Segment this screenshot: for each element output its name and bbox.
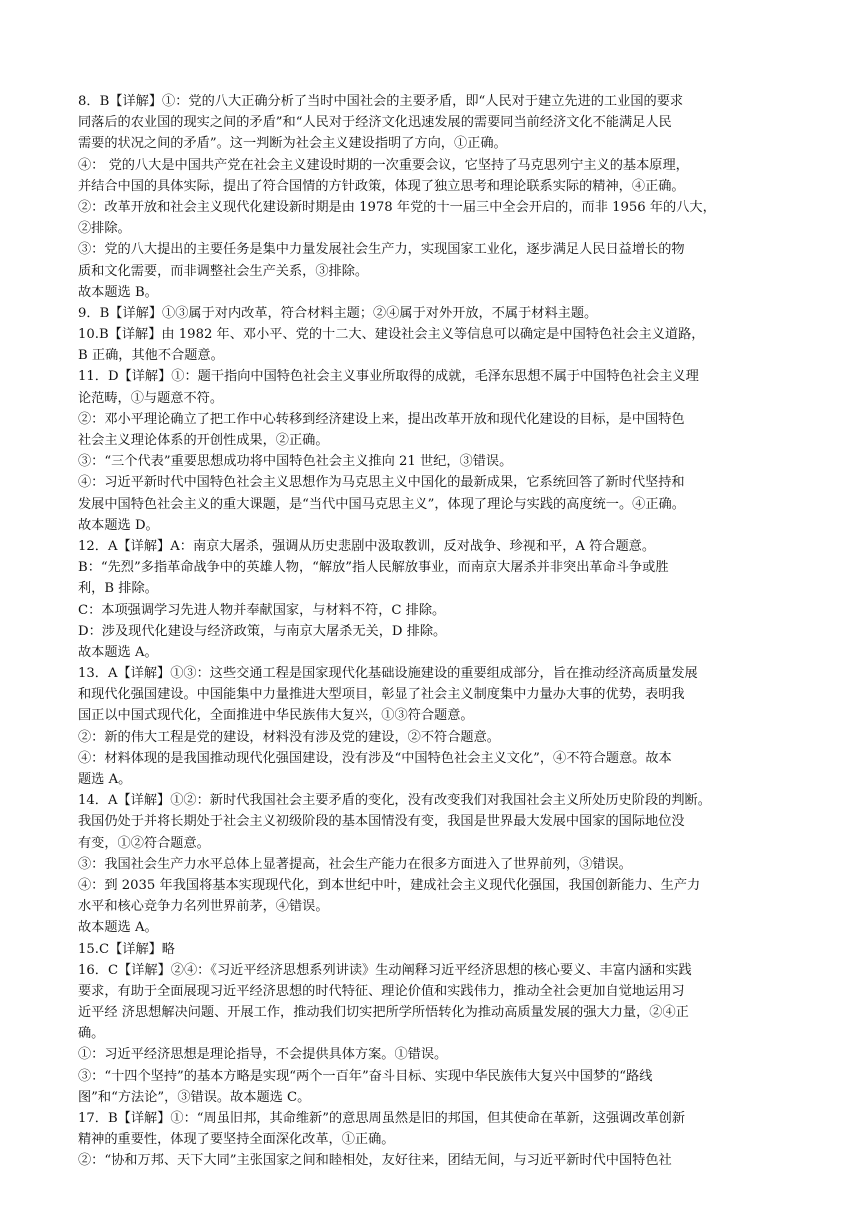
text-line: ④：习近平新时代中国特色社会主义思想作为马克思主义中国化的最新成果，它系统回答了新时代坚持和 — [78, 475, 685, 491]
text-line: 8．B【详解】①：党的八大正确分析了当时中国社会的主要矛盾，即“人民对于建立先进的工业国的要求 — [78, 94, 684, 109]
text-line: 故本题选 A。 — [78, 644, 158, 660]
text-line: 故本题选 A。 — [78, 920, 158, 936]
text-line: ②：“协和万邦、天下大同”主张国家之间和睦相处，友好往来，团结无间，与习近平新时代中国特色社 — [78, 1153, 672, 1169]
text-line: 11．D【详解】①：题干指向中国特色社会主义事业所取得的成就，毛泽东思想不属于中国特色社会主义理 — [78, 369, 699, 385]
text-line: 14．A【详解】①②：新时代我国社会主要矛盾的变化，没有改变我们对我国社会主义所处历史阶段的判断。 — [78, 793, 711, 809]
text-line: 17．B【详解】①：“周虽旧邦，其命维新”的意思周虽然是旧的邦国，但其使命在革新，这强调改革创新 — [78, 1111, 686, 1126]
text-line: ③：“三个代表”重要思想成功将中国特色社会主义推向 21 世纪，③错误。 — [78, 454, 513, 470]
text-line: 质和文化需要，而非调整社会生产关系，③排除。 — [78, 263, 369, 279]
text-line: 需要的状况之间的矛盾”。这一判断为社会主义建设指明了方向，①正确。 — [78, 136, 507, 152]
text-line: 题选 A。 — [78, 772, 132, 787]
text-line: 同落后的农业国的现实之间的矛盾”和“人民对于经济文化迅速发展的需要同当前经济文化不能满足人民 — [78, 115, 672, 131]
text-line: 9．B【详解】①③属于对内改革，符合材料主题；②④属于对外开放，不属于材料主题。 — [78, 305, 598, 321]
text-line: 12．A【详解】A：南京大屠杀，强调从历史悲剧中汲取教训，反对战争、珍视和平，A 符合题意。 — [78, 538, 656, 554]
text-line: 16．C【详解】②④：《习近平经济思想系列讲读》生动阐释习近平经济思想的核心要义、丰富内涵和实践 — [78, 962, 692, 978]
text-line: ①：习近平经济思想是理论指导，不会提供具体方案。①错误。 — [78, 1047, 448, 1063]
text-line: 有变，①②符合题意。 — [78, 835, 210, 851]
text-line: ②：改革开放和社会主义现代化建设新时期是由 1978 年党的十一届三中全会开启的，而非 1956 年的八大， — [78, 199, 716, 215]
text-line: 15.C【详解】略 — [78, 941, 175, 957]
text-line: 我国仍处于并将长期处于社会主义初级阶段的基本国情没有变，我国是世界最大发展中国家的国际地位没 — [78, 814, 685, 830]
text-line: 社会主义理论体系的开创性成果，②正确。 — [78, 433, 329, 448]
text-line: ②排除。 — [78, 221, 131, 237]
text-line: 和现代化强国建设。中国能集中力量推进大型项目，彰显了社会主义制度集中力量办大事的优势，表明我 — [78, 687, 685, 703]
text-line: 故本题选 D。 — [78, 517, 159, 533]
text-line: 精神的重要性，体现了要坚持全面深化改革，①正确。 — [78, 1132, 395, 1148]
text-line: D：涉及现代化建设与经济政策，与南京大屠杀无关，D 排除。 — [78, 623, 447, 639]
answer-explanations — [78, 91, 790, 1172]
text-line: ③：党的八大提出的主要任务是集中力量发展社会生产力，实现国家工业化，逐步满足人民日益增长的物 — [78, 242, 685, 258]
text-line: ③：我国社会生产力水平总体上显著提高，社会生产能力在很多方面进入了世界前列，③错误。 — [78, 856, 632, 872]
text-line: 并结合中国的具体实际，提出了符合国情的方针政策，体现了独立思考和理论联系实际的精神，④正确。 — [78, 178, 685, 194]
text-line: 故本题选 B。 — [78, 284, 158, 300]
text-line: 国正以中国式现代化，全面推进中华民族伟大复兴，①③符合题意。 — [78, 708, 474, 724]
text-line: ②：邓小平理论确立了把工作中心转移到经济建设上来，提出改革开放和现代化建设的目标，是中国特色 — [78, 411, 685, 427]
text-line: 要求，有助于全面展现习近平经济思想的时代特征、理论价值和实践伟力，推动全社会更加自觉地运用习 — [78, 983, 685, 999]
text-line: 确。 — [78, 1026, 105, 1042]
text-line: 近平经 济思想解决问题、开展工作，推动我们切实把所学所悟转化为推动高质量发展的强大力量，②④正 — [78, 1005, 689, 1021]
text-line: 论范畴，①与题意不符。 — [78, 390, 224, 406]
text-line: B 正确，其他不合题意。 — [78, 348, 224, 364]
text-line: 图”和“方法论”，③错误。故本题选 C。 — [78, 1089, 311, 1105]
text-line: 水平和核心竞争力名列世界前茅，④错误。 — [78, 899, 329, 915]
text-line: ④： 党的八大是中国共产党在社会主义建设时期的一次重要会议，它坚持了马克思列宁主义的基本原理， — [78, 157, 689, 173]
text-line: ④：到 2035 年我国将基本实现现代化，到本世纪中叶，建成社会主义现代化强国，我国创新能力、生产力 — [78, 877, 701, 893]
text-line: ③：“十四个坚持”的基本方略是实现“两个一百年”奋斗目标、实现中华民族伟大复兴中国梦的“路线 — [78, 1068, 653, 1084]
text-line: B：“先烈”多指革命战争中的英雄人物，“解放”指人民解放事业，而南京大屠杀并非突出革命斗争或胜 — [78, 560, 669, 576]
text-line: 10.B【详解】由 1982 年、邓小平、党的十二大、建设社会主义等信息可以确定是中国特色社会主义道路， — [78, 327, 705, 343]
text-line: C：本项强调学习先进人物并奉献国家，与材料不符，C 排除。 — [78, 602, 446, 618]
text-line: ④：材料体现的是我国推动现代化强国建设，没有涉及“中国特色社会主义文化”，④不符合题意。故本 — [78, 750, 672, 766]
text-line: ②：新的伟大工程是党的建设，材料没有涉及党的建设，②不符合题意。 — [78, 729, 500, 745]
text-line: 发展中国特色社会主义的重大课题，是“当代中国马克思主义”，体现了理论与实践的高度统一。④正确。 — [78, 496, 685, 512]
text-line: 利，B 排除。 — [78, 581, 158, 597]
text-line: 13．A【详解】①③：这些交通工程是国家现代化基础设施建设的重要组成部分，旨在推动经济高质量发展 — [78, 666, 698, 682]
